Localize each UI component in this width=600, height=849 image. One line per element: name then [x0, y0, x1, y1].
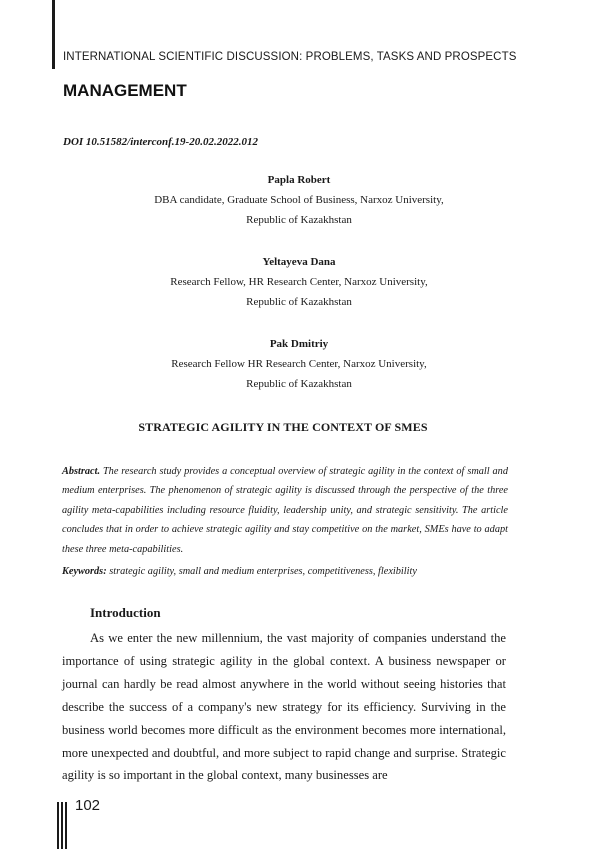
author-country: Republic of Kazakhstan	[246, 378, 352, 390]
abstract-text: The research study provides a conceptual overview of strategic agility in the context of small and medium enterprises. The phenomenon of strategic agility is discussed through the perspective of the three agility meta-capabilities including resource fluidity, leadership unity, and strategic sensitivity. The article concludes that in order to achieve strategic agility and stay competitive on the market, SMEs have to adapt these three meta-capabilities.	[62, 466, 508, 555]
author-name: Papla Robert	[267, 174, 331, 186]
header-rule	[52, 0, 55, 69]
author-affiliation: Research Fellow HR Research Center, Narxoz University,	[171, 358, 427, 370]
author-name: Yeltayeva Dana	[262, 256, 336, 268]
keywords-text: strategic agility, small and medium enterprises, competitiveness, flexibility	[109, 566, 417, 577]
author-block	[63, 334, 535, 394]
author-affiliation: Research Fellow, HR Research Center, Narxoz University,	[170, 276, 428, 288]
keywords	[62, 563, 508, 581]
keywords-label: Keywords:	[62, 566, 107, 577]
author-block	[63, 252, 535, 312]
author-country: Republic of Kazakhstan	[246, 214, 352, 226]
author-country: Republic of Kazakhstan	[246, 296, 352, 308]
abstract	[62, 462, 508, 559]
introduction-heading: Introduction	[90, 605, 161, 620]
author-block	[63, 170, 535, 230]
section-heading: MANAGEMENT	[63, 81, 187, 100]
page-number: 102	[75, 797, 101, 814]
author-name: Pak Dmitriy	[269, 338, 329, 350]
introduction-paragraph: As we enter the new millennium, the vast majority of companies understand the importance of using strategic agility in the global context. A business newspaper or journal can hardly be read almost anywhere in the world without seeing histories that describe the success of a company's new strategy for its efficiency. Surviving in the business world becomes more difficult as the environment becomes more international, more unexpected and doubtful, and more subject to rapid change and surprise. Strategic agility is so important in the global context, many businesses are	[62, 631, 506, 783]
abstract-label: Abstract.	[62, 466, 101, 477]
paper-title: STRATEGIC AGILITY IN THE CONTEXT OF SMES	[138, 420, 428, 434]
author-affiliation: DBA candidate, Graduate School of Business, Narxoz University,	[154, 194, 444, 206]
journal-title: INTERNATIONAL SCIENTIFIC DISCUSSION: PROBLEMS, TASKS AND PROSPECTS	[63, 51, 517, 63]
doi: DOI 10.51582/interconf.19-20.02.2022.012	[63, 136, 258, 148]
footer-rule	[57, 802, 71, 849]
